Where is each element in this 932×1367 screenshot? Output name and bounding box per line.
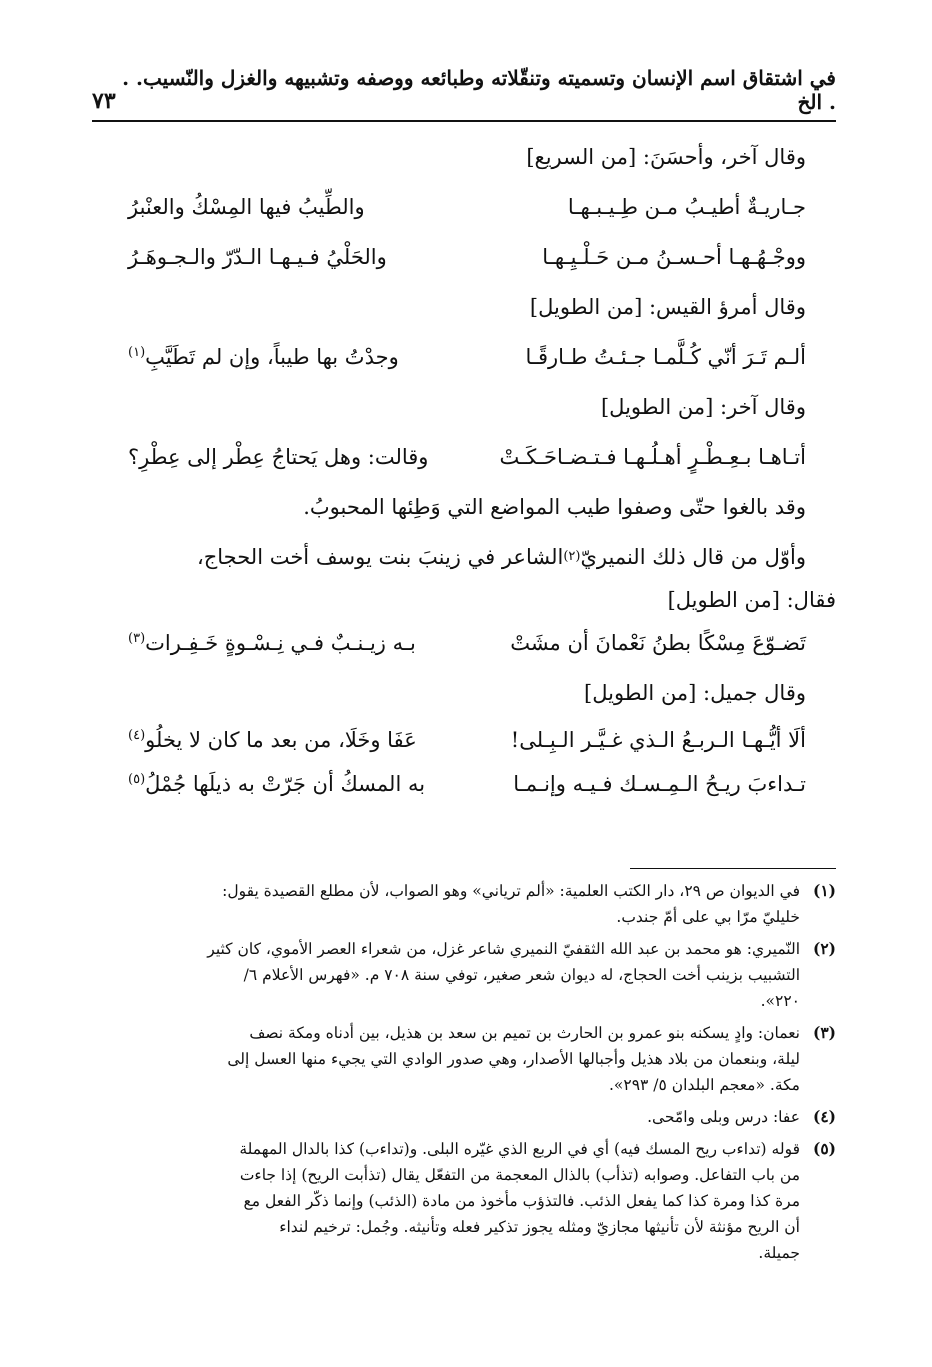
first-hemistich: أتـاهـا بـعِـطْـرٍ أهـلُـهـا فـتـضـاحَـكَـتْ (499, 445, 806, 469)
footnote-text (92, 1104, 800, 1130)
verse-intro (92, 668, 836, 718)
verse-intro (92, 132, 836, 182)
footnote (92, 878, 836, 930)
footnote-number: (٣) (812, 1023, 836, 1042)
second-hemistich (128, 770, 425, 798)
second-hemistich (128, 629, 416, 657)
footnote-line: من باب التفاعل. وصوابه (تذأب) بالذال المعجمة من التفعّل يقال (تذأبت الريح) إذا جاءت (239, 1166, 800, 1184)
verse-line (92, 232, 836, 282)
verse-line (92, 182, 836, 232)
footnote-ref: (٣) (128, 631, 146, 646)
footnote-ref: (٥) (128, 772, 146, 787)
verse-line (92, 762, 836, 806)
second-hemistich (128, 726, 417, 754)
footnote-number: (٢) (812, 939, 836, 958)
footnote-line: النّميري: هو محمد بن عبد الله الثقفيّ النميري شاعر غزل، من شعراء العصر الأموي، كان كثير (207, 940, 800, 958)
footnote-number: (١) (812, 881, 836, 900)
footnote-text (92, 1136, 800, 1266)
prose-line (92, 482, 836, 532)
second-hemistich: والحَلْيُ فـيـهـا الـدّرّ والـجـوهَـرُ (128, 245, 387, 269)
prose-text: فقال: [من الطويل] (667, 588, 836, 612)
hemistich-text: عَفَا وخَلَا، من بعد ما كان لا يخلُو (145, 728, 417, 752)
footnote-line: أن الريح مؤنثة لأن تأنيثها مجازيّ ومثله يجوز تذكير فعله وتأنيثه. وجُمل: ترخيم لنداء (279, 1218, 800, 1236)
verse-line (92, 432, 836, 482)
footnote-line: مكة. «معجم البلدان ٥/ ٢٩٣». (608, 1076, 800, 1094)
first-hemistich: ألـم تَـرَ أنّي كُـلَّمـا جـئـتُ طـارقًـا (525, 345, 806, 369)
second-hemistich (128, 343, 399, 371)
page-number: ٧٣ (92, 88, 116, 114)
first-hemistich: تـداءبَ ريـحُ الـمِـسـك فـيـه وإنـمـا (513, 772, 806, 796)
footnote-line: قوله (تداءب ريح المسك فيه) أي في الربع الذي غيّره البلى. و(تداءب) كذا بالدال المهملة (239, 1140, 800, 1158)
verse-intro (92, 282, 836, 332)
main-text (92, 132, 836, 806)
footnote (92, 936, 836, 1014)
first-hemistich: جـاريـةٌ أطيـبُ مـن طِـيـبـهـا (567, 195, 806, 219)
intro-text: وقال جميل: [من الطويل] (584, 681, 806, 705)
second-hemistich: والطِّيبُ فيها المِسْكُ والعنْبرُ (128, 195, 365, 219)
hemistich-text: وجدْتُ بها طيباً، وإن لم تَطَيَّبِ (145, 345, 399, 369)
first-hemistich: ووجْـهُـهـا أحـسـنُ مـن حَـلْـيِـهـا (542, 245, 806, 269)
verse-line (92, 618, 836, 668)
footnote (92, 1020, 836, 1098)
prose-text: وقد بالغوا حتّى وصفوا طيب المواضع التي وَطِئها المحبوبُ. (303, 495, 806, 519)
footnote-line: نعمان: وادٍ يسكنه بنو عمرو بن الحارث بن تميم بن سعد بن هذيل، بين أدناه ومكة نصف (249, 1024, 800, 1042)
first-hemistich: تَضـوّعَ مِسْكًا بطنُ نَعْمانَ أن مشَتْ (510, 631, 806, 655)
footnote (92, 1104, 836, 1130)
intro-text: وقال آخر، وأحسَنَ: [من السريع] (526, 145, 806, 169)
prose-line (92, 582, 836, 618)
footnote-line: عفا: درس وبلى وامّحى. (647, 1108, 800, 1126)
footnote-line: خليليّ مرّا بي على أمّ جندب. (616, 908, 800, 926)
first-hemistich: ألَا أيُّـهـا الـربـعُ الـذي غـيَّـر الـبِـلى! (510, 728, 806, 752)
footnote-number: (٤) (812, 1107, 836, 1126)
prose-line: وأوّل من قال ذلك النميريّ (٢) الشاعر في زينبَ بنت يوسف أخت الحجاج، (196, 545, 806, 569)
prose-text: الشاعر في زينبَ بنت يوسف أخت الحجاج، (196, 545, 564, 569)
hemistich-text: بـه زيـنـبٌ فـي نِـسْـوةٍ خَـفِـرات (145, 631, 416, 655)
footnote-text (92, 1020, 800, 1098)
footnote-text (92, 936, 800, 1014)
prose-text: وأوّل من قال ذلك النميريّ (580, 545, 806, 569)
footnote-line: التشبيب بزينب أخت الحجاج، له ديوان شعر صغير، توفي سنة ٧٠٨ م. «فهرس الأعلام ٦/ (243, 966, 800, 984)
footnote-line: ٢٢٠». (760, 992, 800, 1010)
footnote-separator (630, 868, 836, 869)
footnote-number: (٥) (812, 1139, 836, 1158)
footnote-line: جميلة. (758, 1244, 800, 1262)
footnote-ref: (٤) (128, 728, 146, 743)
footnote-line: في الديوان ص ٢٩، دار الكتب العلمية: «ألم ترياني» وهو الصواب، لأن مطلع القصيدة يقول: (222, 882, 800, 900)
footnotes (92, 878, 836, 1272)
second-hemistich: وقالت: وهل يَحتاجُ عِطْر إلى عِطْرِ؟ (128, 445, 429, 469)
intro-text: وقال آخر: [من الطويل] (600, 395, 806, 419)
verse-intro (92, 382, 836, 432)
footnote-ref: (١) (128, 345, 146, 360)
verse-line (92, 332, 836, 382)
verse-line (92, 718, 836, 762)
page-header (92, 66, 836, 122)
footnote-text (92, 878, 800, 930)
footnote-line: مرة كذا ومرة كذا كما يفعل الذئب. فالتذؤب مأخوذ من مادة (الذئب) وإنما ذكّر الفعل مع (243, 1192, 800, 1210)
running-title: في اشتقاق اسم الإنسان وتسميته وتنقّلاته وطبائعه ووصفه وتشبيهه والغزل والنّسيب. . . الخ (122, 66, 836, 114)
footnote-line: ليلة، وبنعمان من بلاد هذيل وأجبالها الأصدار، وهي صدور الوادي التي يجيء منها العسل إلى (227, 1050, 800, 1068)
intro-text: وقال أمرؤ القيس: [من الطويل] (529, 295, 806, 319)
footnote (92, 1136, 836, 1266)
hemistich-text: به المسكُ أن جَرّتْ به ذيلَها جُمْلُ (145, 772, 426, 796)
